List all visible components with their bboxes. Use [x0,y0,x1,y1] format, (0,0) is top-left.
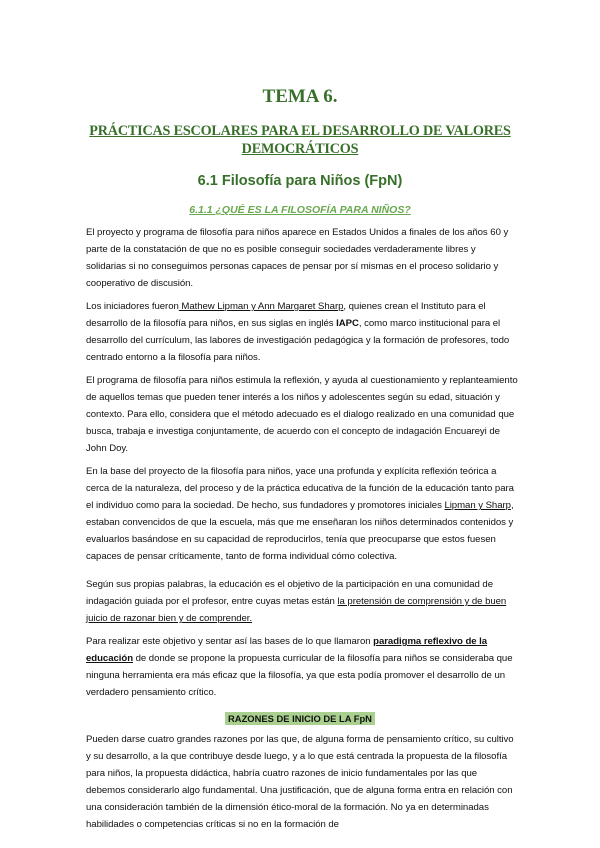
text: , quienes crean el Instituto para el desarrollo de la filosofía para niños, en sus siglas en inglés [86,301,486,329]
section-heading: 6.1 Filosofía para Niños (FpN) [197,173,403,189]
iapc-acronym: IAPC [336,318,359,329]
paragraph-3: El programa de filosofía para niños estimula la reflexión, y ayuda al cuestionamiento y replanteamiento de aquellos temas que pueden tener interés a los niños y adolescentes según su edad, situación y contexto. Para ello, considera que el método adecuado es el dialogo realizado en una comunidad que busca, trabaja e investiga conjuntamente, de acuerdo con el concepto de indagación Encuareyi de John Doy. [86,375,518,454]
paragraph-5 [86,576,518,627]
paragraph-4 [86,463,518,565]
text: de donde se propone la propuesta curricular de la filosofía para niños se consideraba que ninguna herramienta era más eficaz que la filosofía, ya que esta podía promover el desarrollo de un verdadero pensamiento crítico. [86,653,513,698]
paragraph-2 [86,298,518,366]
text: En la base del proyecto de la filosofía para niños, yace una profunda y explícita reflexión teórica a cerca de la naturaleza, del proceso y de la práctica educativa de la función de la educación tanto para el individuo como para la sociedad. De hecho, sus fundadores y promotores iniciales [86,466,514,511]
reflexive-paradigm: paradigma reflexivo de la educación [86,636,488,664]
founders-names: Mathew Lipman y Ann Margaret Sharp [178,301,344,312]
text: Para realizar este objetivo y sentar así las bases de lo que llamaron [86,636,374,647]
paragraph-7: Pueden darse cuatro grandes razones por las que, de alguna forma de pensamiento crítico, su cultivo y su desarrollo, a la que contribuye desde luego, y a lo que está centrada la propuesta de la filosofía para niños, la propuesta didáctica, habría cuatro razones de inicio fundamentales por las que debemos considerarlo algo fundamental. Una justificación, que de alguna forma entra en relación con una consideración también de la dimensión ético-moral de la formación. No ya en determinadas habilidades o competencias críticas si no en la formación de [86,734,514,830]
document-subtitle: PRÁCTICAS ESCOLARES PARA EL DESARROLLO DE VALORES DEMOCRÁTICOS [89,123,511,157]
document-title: TEMA 6. [262,86,338,107]
paragraph-6 [86,633,518,701]
highlighted-label: RAZONES DE INICIO DE LA FpN [225,712,375,725]
text: , estaban convencidos de que la escuela, más que me enseñaran los niños determinados contenidos y evaluarlos basándose en su capacidad de reproducirlos, tenía que preocuparse que estos fuesen capaces de pensar críticamente, tanto de forma individual cómo colectiva. [86,500,514,562]
text: Los iniciadores fueron [86,301,179,312]
founders-short: Lipman y Sharp [444,500,511,511]
text: Según sus propias palabras, la educación es el objetivo de la participación en una comunidad de indagación guiada por el profesor, entre cuyas metas están [86,579,493,607]
paragraph-1: El proyecto y programa de filosofía para niños aparece en Estados Unidos a finales de los años 60 y parte de la constatación de que no es posible conseguir sociedades verdaderamente libres y solidarias si no conseguimos personas capaces de pensar por sí mismas en el proceso solidario y cooperativo de discusión. [86,227,509,289]
goals-underlined: la pretensión de comprensión y de buen juicio de razonar bien y de comprender. [86,596,507,624]
text: , como marco institucional para el desarrollo del currículum, las labores de investigación pedagógica y la formación de profesores, todo centrado entorno a la filosofía para niños. [86,318,510,363]
reasons-section-label [0,709,600,727]
subsection-heading: 6.1.1 ¿QUÉ ES LA FILOSOFÍA PARA NIÑOS? [189,204,411,216]
